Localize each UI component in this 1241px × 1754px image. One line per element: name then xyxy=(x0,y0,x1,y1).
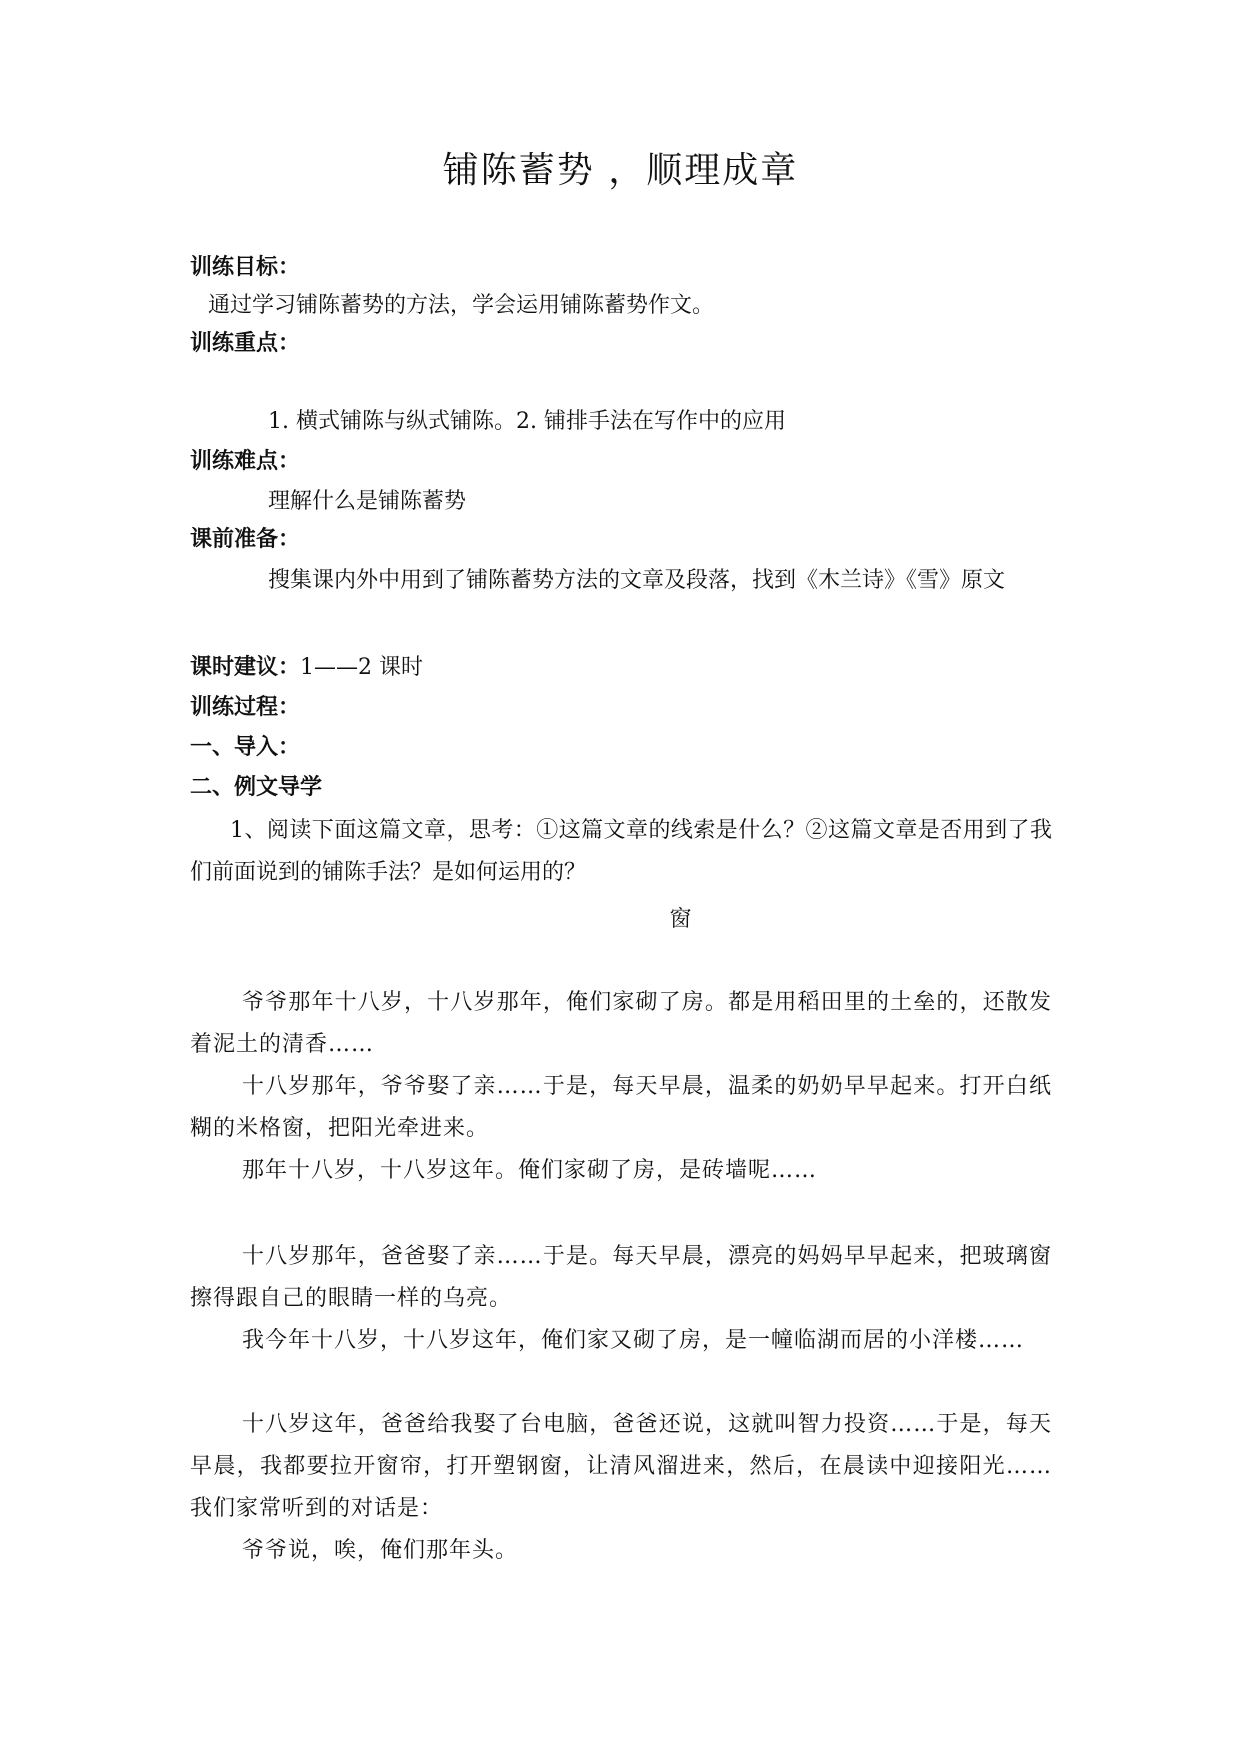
difficulty-heading: 训练难点： xyxy=(190,449,301,474)
document-title: 铺陈蓄势 ，顺理成章 xyxy=(442,150,799,191)
prep-heading: 课前准备： xyxy=(190,527,301,552)
story-paragraph: 爷爷那年十八岁，十八岁那年，俺们家砌了房。都是用稻田里的土垒的，还散发着泥土的清香…… xyxy=(190,990,1052,1057)
focus-text: 1. 横式铺陈与纵式铺陈。2. 铺排手法在写作中的应用 xyxy=(268,409,786,434)
question-text: 1、阅读下面这篇文章，思考：①这篇文章的线索是什么？②这篇文章是否用到了我们前面说到的铺陈手法？是如何运用的？ xyxy=(190,818,1052,885)
focus-heading: 训练重点： xyxy=(190,331,301,356)
hours-heading: 课时建议： xyxy=(190,655,301,680)
story-title: 窗 xyxy=(669,907,692,932)
prep-text: 搜集课内外中用到了铺陈蓄势方法的文章及段落，找到《木兰诗》《雪》原文 xyxy=(268,568,1006,593)
difficulty-text: 理解什么是铺陈蓄势 xyxy=(268,489,467,514)
goal-heading: 训练目标： xyxy=(190,255,301,280)
story-paragraph: 十八岁这年，爸爸给我娶了台电脑，爸爸还说，这就叫智力投资……于是，每天早晨，我都要拉开窗帘，打开塑钢窗，让清风溜进来，然后，在晨读中迎接阳光…… 我们家常听到的对话是： xyxy=(190,1412,1076,1521)
process-heading: 训练过程： xyxy=(190,695,301,720)
story-paragraph: 我今年十八岁，十八岁这年，俺们家又砌了房，是一幢临湖而居的小洋楼…… xyxy=(242,1328,1025,1353)
story-paragraph: 十八岁那年，爷爷娶了亲……于是，每天早晨，温柔的奶奶早早起来。打开白纸糊的米格窗，把阳光牵进来。 xyxy=(190,1074,1052,1141)
story-paragraph: 十八岁那年，爸爸娶了亲……于是。每天早晨，漂亮的妈妈早早起来，把玻璃窗擦得跟自己的眼睛一样的乌亮。 xyxy=(190,1244,1052,1311)
story-paragraph: 那年十八岁，十八岁这年。俺们家砌了房，是砖墙呢…… xyxy=(242,1158,818,1183)
intro-heading: 一、导入： xyxy=(190,735,301,760)
story-paragraph: 爷爷说，唉，俺们那年头。 xyxy=(242,1538,519,1563)
goal-text: 通过学习铺陈蓄势的方法，学会运用铺陈蓄势作文。 xyxy=(208,293,715,318)
hours-text: 1——2 课时 xyxy=(300,655,424,680)
hours-row xyxy=(190,652,423,684)
example-heading: 二、例文导学 xyxy=(190,775,323,800)
